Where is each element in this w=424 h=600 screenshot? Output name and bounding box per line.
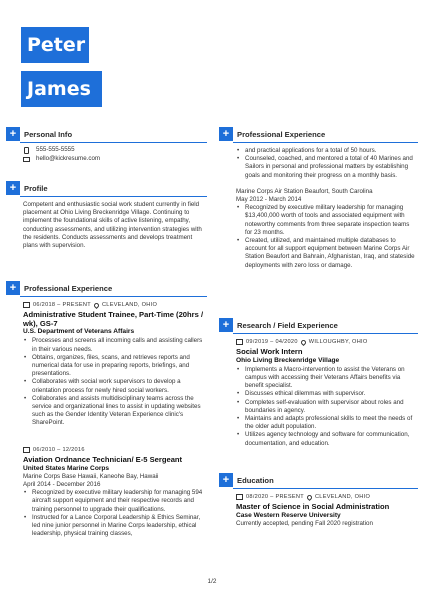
list-item: • Maintains and adapts professional skills to meet the needs of the older adult population. bbox=[236, 415, 418, 431]
list-item: • and practical applications for a total of 50 hours. bbox=[236, 147, 418, 155]
personal-info-header bbox=[6, 127, 207, 141]
plus-icon: + bbox=[6, 127, 20, 141]
calendar-icon bbox=[23, 302, 30, 308]
section-title: Personal Info bbox=[24, 129, 73, 139]
list-item: • Instructed for a Lance Corporal Leadership & Ethics Seminar, led nine junior personnel in Marine Corps leadership, ethical leadership, physical training classes, bbox=[23, 514, 205, 539]
mail-icon bbox=[23, 157, 30, 162]
plus-icon: + bbox=[219, 318, 233, 332]
location-pin-icon bbox=[306, 494, 313, 501]
list-item: • Created, utilized, and maintained multiple databases to account for all support equipment between Marine Corps Air Station Beaufort and Bahrain, Afghanistan, Iraq, and stateside deployments with zero loss or damage. bbox=[236, 237, 418, 270]
job-meta: 06/2010 – 12/2016 bbox=[23, 446, 205, 454]
education-header bbox=[219, 473, 418, 487]
list-item: • Collaborates and assists multidisciplinary teams across the service and organizational lines to assist in updating websites such as the Gender Identity Veteran Experience clinic's SharePoint. bbox=[23, 395, 205, 428]
list-item: • Completes self-evaluation with supervisor about roles and boundaries in agency. bbox=[236, 399, 418, 415]
section-title: Profile bbox=[24, 183, 48, 193]
email-row bbox=[23, 155, 205, 164]
experience-header-right bbox=[219, 127, 418, 141]
job-meta: 06/2018 – PRESENT CLEVELAND, OHIO bbox=[23, 301, 205, 309]
job-bullets bbox=[236, 204, 418, 270]
section-title: Education bbox=[237, 475, 274, 485]
list-item: • Recognized by executive military leadership for managing 594 aircraft support equipment and their respective records and training personnel to upgrade their qualifications. bbox=[23, 489, 205, 514]
plus-icon: + bbox=[6, 181, 20, 195]
list-item: • Collaborates with social work supervisors to develop a orientation process for newly hired social workers. bbox=[23, 378, 205, 394]
job-bullets bbox=[23, 337, 205, 427]
job-bullets bbox=[236, 366, 418, 448]
profile-text: Competent and enthusiastic social work student currently in field placement at Ohio Living Breckenridge Village. Continuing to implement the foundational skills of active listening, empathy, conducting assessments, and utilizing intervention strategies with the residents. Conducts assessments and develops treatment plans with supervision. bbox=[23, 201, 202, 250]
experience-header-left bbox=[6, 281, 207, 295]
employer: Ohio Living Breckenridge Village bbox=[236, 356, 340, 364]
job-period: April 2014 - December 2016 bbox=[23, 481, 101, 488]
job-location: Marine Corps Base Hawaii, Kaneohe Bay, Hawaii bbox=[23, 472, 159, 480]
section-title: Research / Field Experience bbox=[237, 320, 338, 330]
education-meta: 08/2020 – PRESENT CLEVELAND, OHIO bbox=[236, 493, 418, 501]
experience-continued bbox=[236, 147, 418, 270]
job-location: Marine Corps Air Station Beaufort, South Carolina bbox=[236, 187, 373, 195]
section-title: Professional Experience bbox=[24, 283, 113, 293]
list-item: • Utilizes agency technology and software for communication, documentation, and education. bbox=[236, 431, 418, 447]
degree: Master of Science in Social Administration bbox=[236, 502, 390, 512]
list-item: • Implements a Macro-intervention to assist the Veterans on campus with accessing their Veterans Affairs benefits via benefit specialist. bbox=[236, 366, 418, 391]
plus-icon: + bbox=[219, 127, 233, 141]
calendar-icon bbox=[236, 494, 243, 500]
school: Case Western Reserve University bbox=[236, 511, 341, 519]
profile-header bbox=[6, 181, 207, 195]
list-item: • Counseled, coached, and mentored a total of 40 Marines and Sailors in personal and professional matters by establishing goals and monitoring their progress on a monthly basis. bbox=[236, 155, 418, 180]
job-bullets bbox=[236, 147, 418, 180]
job-period: May 2012 - March 2014 bbox=[236, 196, 302, 204]
job-title: Aviation Ordnance Technician/ E-5 Sergeant bbox=[23, 455, 183, 465]
job-entry bbox=[23, 446, 205, 538]
list-item: • Recognized by executive military leadership for managing $13,400,000 worth of tools and associated equipment with noteworthy comments from three separate inspection teams for 23 months. bbox=[236, 204, 418, 237]
research-header bbox=[219, 318, 418, 332]
employer: U.S. Department of Veterans Affairs bbox=[23, 328, 135, 336]
page-number: 1/2 bbox=[207, 578, 217, 585]
location-pin-icon bbox=[93, 302, 100, 309]
first-name: Peter bbox=[21, 27, 89, 63]
last-name: James bbox=[21, 71, 102, 107]
email-text: hello@kickresume.com bbox=[36, 155, 101, 163]
job-entry bbox=[23, 301, 205, 428]
list-item: • Discusses ethical dilemmas with supervisor. bbox=[236, 390, 418, 398]
location-pin-icon bbox=[300, 339, 307, 346]
phone-text: 555-555-5555 bbox=[36, 146, 75, 154]
list-item: • Processes and screens all incoming calls and assisting callers in their various needs. bbox=[23, 337, 205, 353]
education-note: Currently accepted, pending Fall 2020 registration bbox=[236, 519, 373, 527]
education-entry bbox=[236, 493, 418, 528]
job-title: Social Work Intern bbox=[236, 347, 303, 357]
plus-icon: + bbox=[6, 281, 20, 295]
job-title: Administrative Student Trainee, Part-Time (20hrs / wk), GS-7 bbox=[23, 310, 204, 328]
research-entry bbox=[236, 338, 418, 448]
calendar-icon bbox=[23, 447, 30, 453]
contact-list bbox=[23, 146, 205, 164]
job-bullets bbox=[23, 489, 205, 538]
list-item: • Obtains, organizes, files, scans, and retrieves reports and numerical data for use in preparing reports, briefings, and presentations. bbox=[23, 354, 205, 379]
job-meta: 09/2019 – 04/2020 WILLOUGHBY, OHIO bbox=[236, 338, 418, 346]
plus-icon: + bbox=[219, 473, 233, 487]
phone-row bbox=[23, 146, 205, 155]
employer: United States Marine Corps bbox=[23, 464, 110, 472]
calendar-icon bbox=[236, 339, 243, 345]
section-title: Professional Experience bbox=[237, 129, 326, 139]
phone-icon bbox=[24, 147, 29, 154]
